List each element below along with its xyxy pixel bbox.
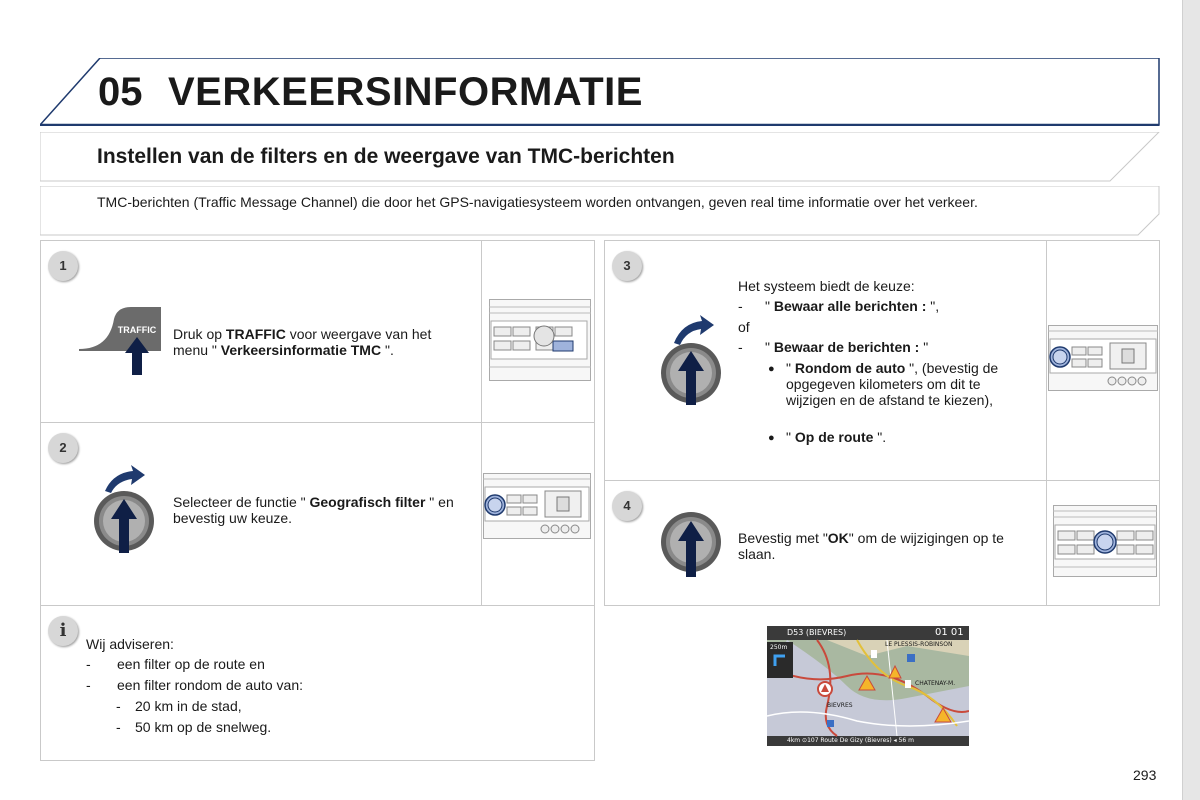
- traffic-button-icon: [79, 303, 169, 384]
- step-3-dash: -: [738, 339, 743, 355]
- radio-panel-image: [489, 299, 591, 386]
- info-icon: i: [48, 616, 78, 646]
- info-dash: -: [86, 656, 91, 672]
- map-place: LE PLESSIS-ROBINSON: [885, 641, 953, 648]
- step-3-option-filtered: " Bewaar de berichten : ": [765, 339, 929, 355]
- info-dash: -: [116, 698, 121, 714]
- step-2-text: Selecteer de functie " Geografisch filter " en bevestig uw keuze.: [173, 494, 454, 526]
- page-number: 293: [1133, 767, 1157, 783]
- radio-panel-image: [1053, 505, 1157, 582]
- chapter-title: VERKEERSINFORMATIE: [168, 70, 643, 114]
- map-clock: 01 01: [935, 627, 964, 638]
- step-3-badge: 3: [612, 251, 642, 281]
- chapter-number: 05: [98, 70, 143, 114]
- step-3-line1: Het systeem biedt de keuze:: [738, 278, 915, 294]
- map-place: BIEVRES: [827, 702, 853, 709]
- rotary-knob-icon: [660, 511, 722, 584]
- step-4-text: Bevestig met "OK" om de wijzigingen op te slaan.: [738, 530, 1004, 562]
- map-road-label: D53 (BIEVRES): [787, 628, 847, 637]
- section-title: Instellen van de filters en de weergave van TMC-berichten: [97, 145, 675, 168]
- map-place: CHATENAY-M.: [915, 680, 956, 687]
- navigation-map-image: [767, 626, 969, 746]
- step-3-option-all: " Bewaar alle berichten : ",: [765, 298, 940, 314]
- step-4-panel: [604, 480, 1160, 606]
- step-3-dash: -: [738, 298, 743, 314]
- step-2-badge: 2: [48, 433, 78, 463]
- step-3-or: of: [738, 319, 750, 335]
- traffic-button-label: TRAFFIC: [117, 325, 157, 335]
- step-3-suboption-on-route: " Op de route ".: [786, 429, 887, 445]
- step-1-text: Druk op TRAFFIC voor weergave van het menu " Verkeersinformatie TMC ".: [173, 326, 432, 358]
- step-1-panel: [40, 240, 595, 423]
- bullet-icon: ●: [768, 363, 775, 375]
- info-subitem: 20 km in de stad,: [135, 698, 242, 714]
- info-dash: -: [116, 719, 121, 735]
- radio-panel-image: [1048, 325, 1158, 396]
- step-4-badge: 4: [612, 491, 642, 521]
- info-intro: Wij adviseren:: [86, 636, 174, 652]
- rotary-knob-icon: [660, 311, 730, 412]
- chapter-header: [40, 58, 1160, 126]
- intro-text: TMC-berichten (Traffic Message Channel) die door het GPS-navigatiesysteem worden ontvangen, geven real time informatie over het verkeer.: [97, 194, 978, 210]
- info-item: een filter rondom de auto van:: [117, 677, 304, 693]
- step-1-badge: 1: [48, 251, 78, 281]
- info-dash: -: [86, 677, 91, 693]
- intro-box: [40, 186, 1160, 236]
- radio-panel-image: [483, 473, 591, 544]
- rotary-knob-icon: [91, 463, 161, 560]
- info-subitem: 50 km op de snelweg.: [135, 719, 272, 735]
- bullet-icon: ●: [768, 432, 775, 444]
- page-scrollbar[interactable]: [1182, 0, 1200, 800]
- info-item: een filter op de route en: [117, 656, 265, 672]
- map-scale: 250m: [770, 644, 788, 651]
- map-status-bar: 4km ⊙107 Route De Gizy (Bievres) ◂ 56 m: [787, 737, 914, 744]
- step-3-panel: [604, 240, 1160, 481]
- section-header: [40, 132, 1160, 182]
- step-2-panel: [40, 422, 595, 606]
- step-3-suboption-around-car: " Rondom de auto ", (bevestig de opgegeven kilometers om dit te wijzigen en de afstand te kiezen),: [786, 360, 999, 408]
- info-panel: [40, 605, 595, 761]
